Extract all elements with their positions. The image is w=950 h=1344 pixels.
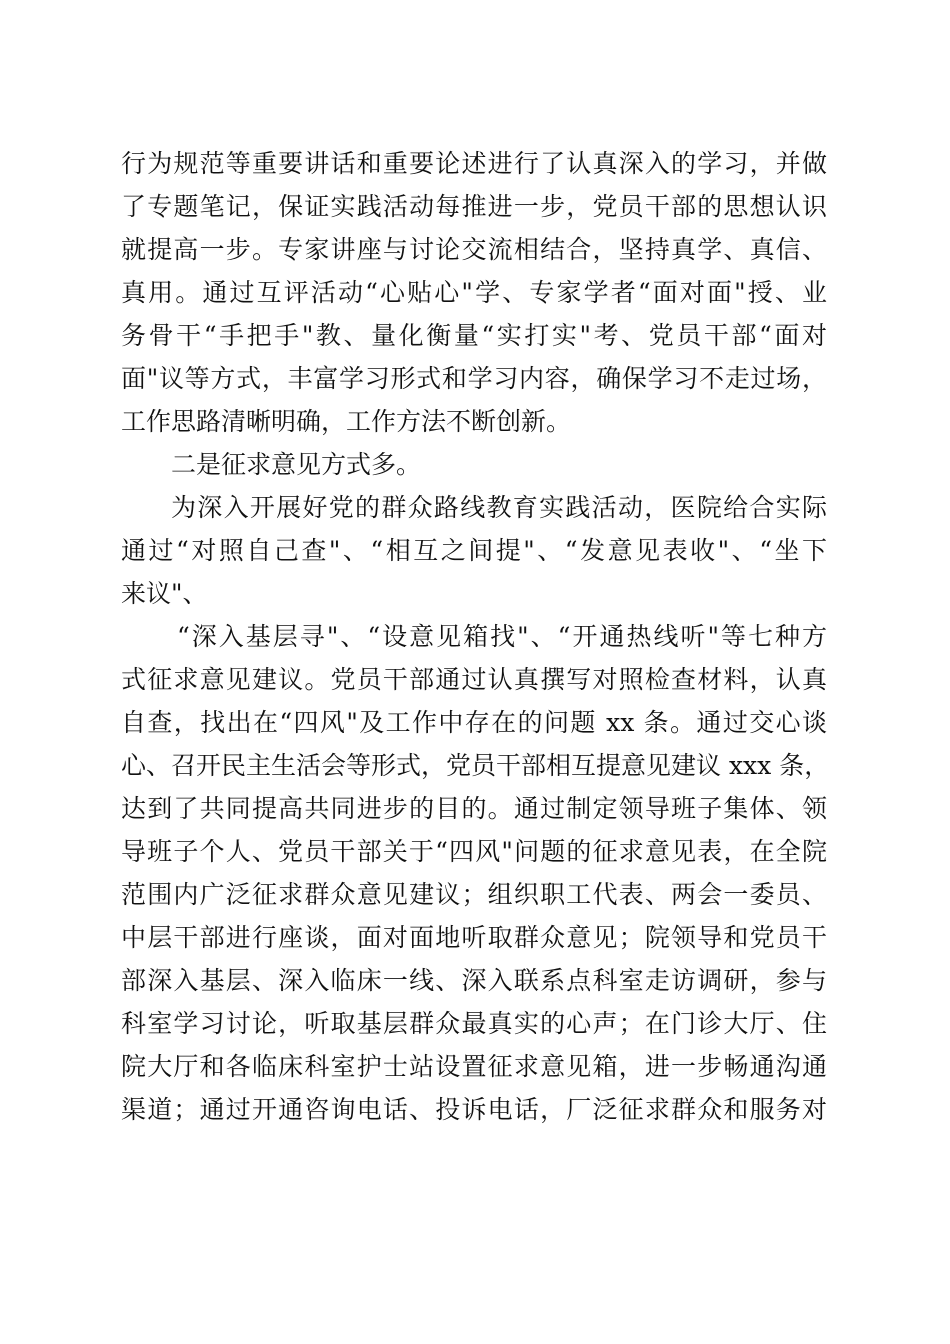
paragraph-opinion-intro (121, 486, 827, 615)
text-line: 面"议等方式，丰富学习形式和学习内容，确保学习不走过场， (121, 364, 827, 393)
text-line: “深入基层寻"、“设意见箱找"、“开通热线听"等七种方 (177, 622, 827, 651)
paragraph-study (121, 142, 827, 443)
text-line: 达到了共同提高共同进步的目的。通过制定领导班子集体、领 (121, 794, 827, 823)
text-line: 渠道；通过开通咨询电话、投诉电话，厂泛征求群众和服务对 (121, 1095, 827, 1124)
paragraph-opinion-methods (121, 615, 830, 1131)
text-line: 了专题笔记，保证实践活动每推进一步，党员干部的思想认识 (121, 192, 827, 221)
text-line: 心、召开民主生活会等形式，党员干部相互提意见建议 xxx 条， (121, 751, 830, 780)
text-line: 通过“对照自己查"、“相互之间提"、“发意见表收"、“坐下 (121, 536, 827, 565)
text-line: 式征求意见建议。党员干部通过认真撰写对照检查材料，认真 (121, 665, 827, 694)
text-line: 科室学习讨论，听取基层群众最真实的心声；在门诊大厅、住 (121, 1009, 827, 1038)
text-line: 行为规范等重要讲话和重要论述进行了认真深入的学习，并做 (121, 149, 827, 178)
text-line: 部深入基层、深入临床一线、深入联系点科室走访调研，参与 (121, 966, 827, 995)
text-line: 务骨干“手把手"教、量化衡量“实打实"考、党员干部“面对 (121, 321, 827, 350)
document-body (121, 142, 830, 1131)
text-line: 自查，找出在“四风"及工作中存在的问题 xx 条。通过交心谈 (121, 708, 827, 737)
text-line: 来议"、 (121, 579, 208, 608)
section-heading: 二是征求意见方式多。 (171, 450, 422, 479)
text-line: 工作思路清晰明确，工作方法不断创新。 (121, 407, 572, 436)
text-line: 导班子个人、党员干部关于“四风"问题的征求意见表，在全院 (121, 837, 827, 866)
text-line: 中层干部进行座谈，面对面地听取群众意见；院领导和党员干 (121, 923, 827, 952)
text-line: 就提高一步。专家讲座与讨论交流相结合，坚持真学、真信、 (121, 235, 827, 264)
text-line: 院大厅和各临床科室护士站设置征求意见箱，进一步畅通沟通 (121, 1052, 827, 1081)
text-line: 为深入开展好党的群众路线教育实践活动，医院给合实际 (171, 493, 827, 522)
text-line: 范围内广泛征求群众意见建议；组织职工代表、两会一委员、 (121, 880, 827, 909)
text-line: 真用。通过互评活动“心贴心"学、专家学者“面对面"授、业 (121, 278, 827, 307)
